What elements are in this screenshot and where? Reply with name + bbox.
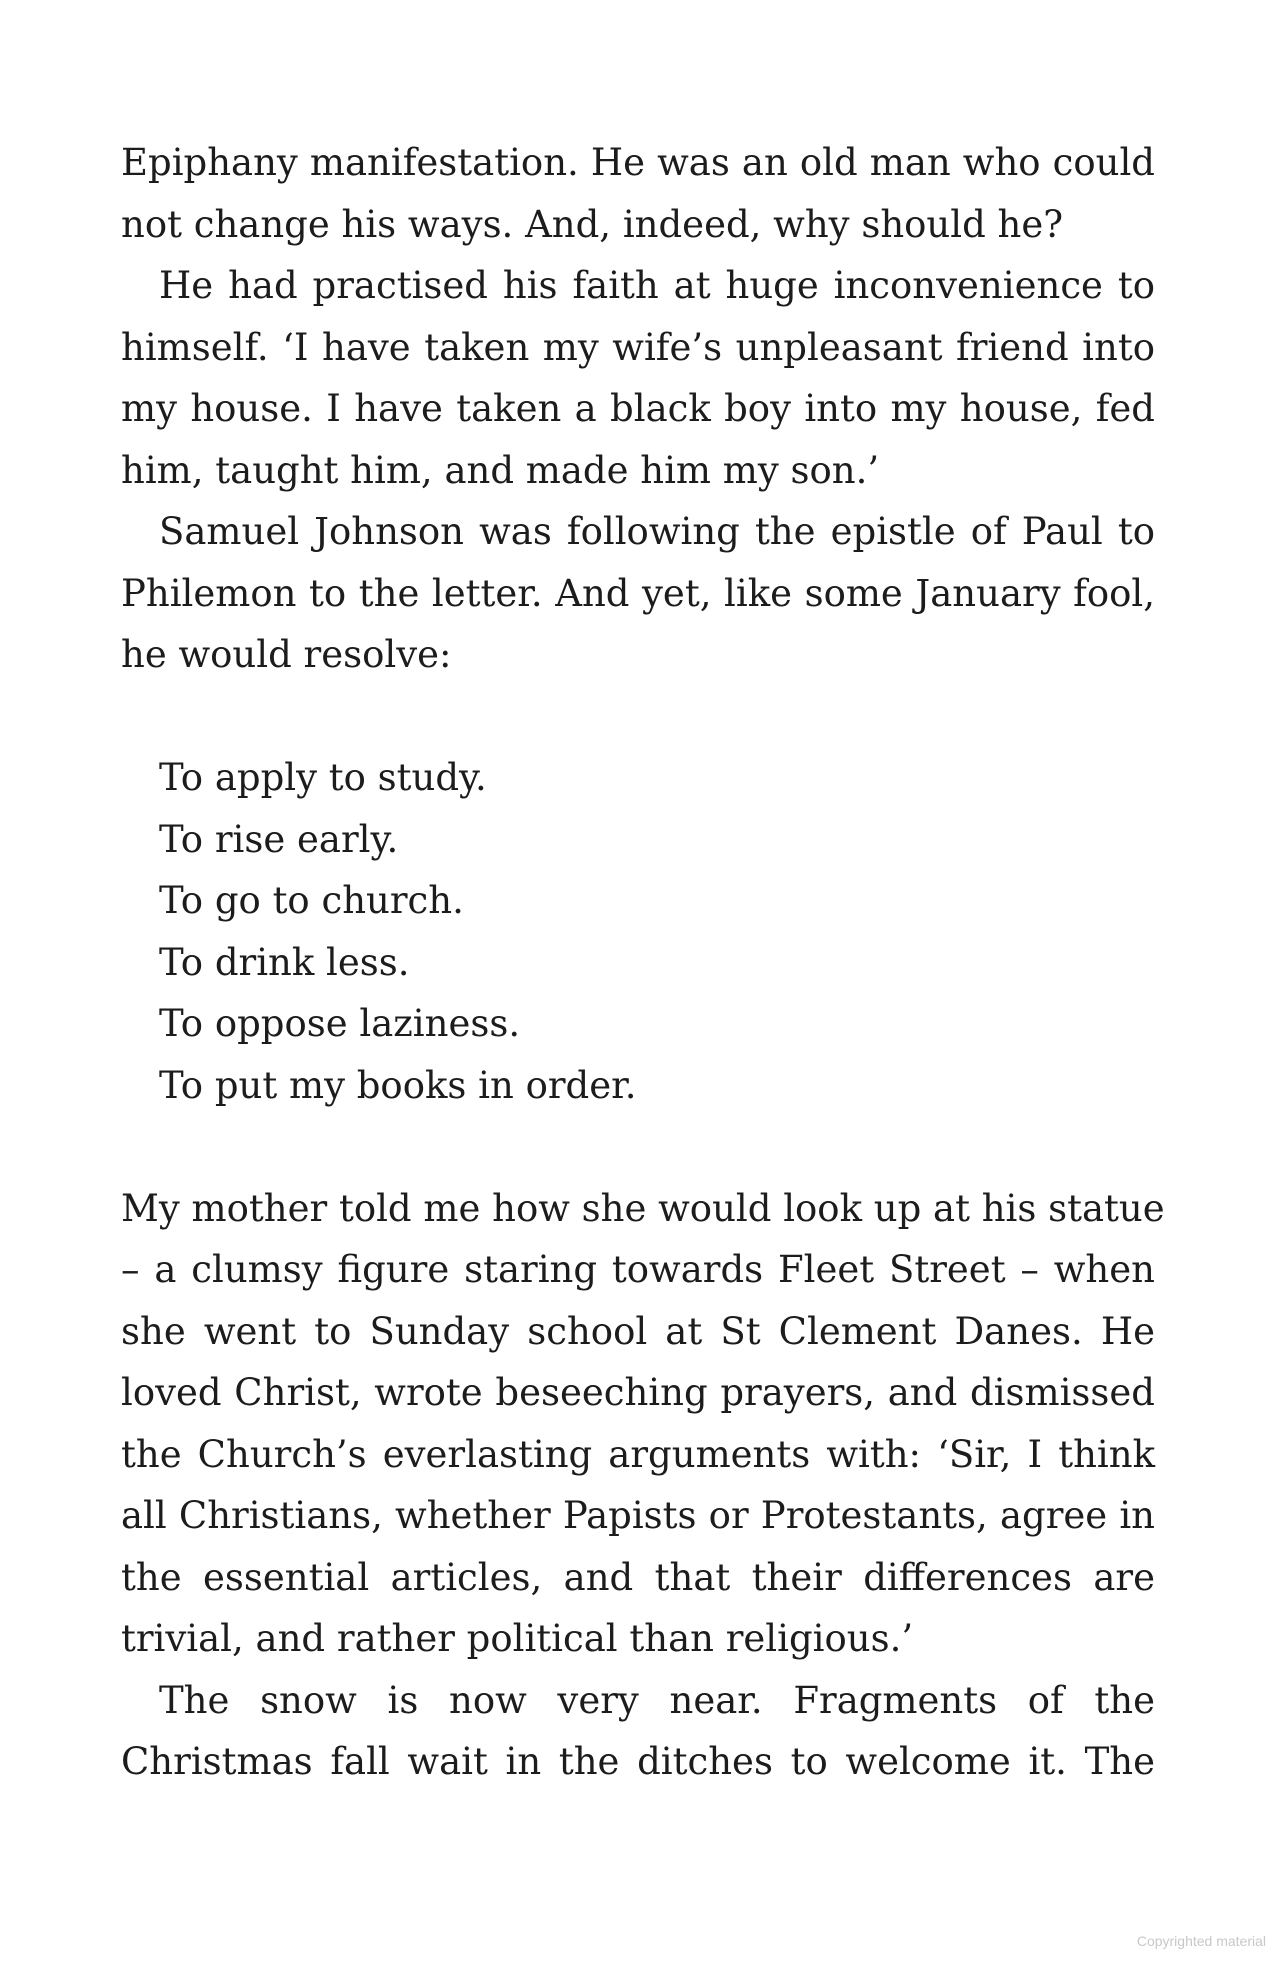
text-line: He had practised his faith at huge inconvenience to	[159, 264, 1155, 307]
text-line: himself. ‘I have taken my wife’s unpleasant friend into	[121, 325, 1155, 369]
text-line: Christmas fall wait in the ditches to welcome it. The	[121, 1740, 1155, 1783]
text-line: my house. I have taken a black boy into my house, fed	[121, 387, 1155, 430]
text-line: The snow is now very near. Fragments of the	[159, 1678, 1155, 1722]
text-line: loved Christ, wrote beseeching prayers, and dismissed	[121, 1371, 1155, 1414]
list-item: To go to church.	[159, 879, 464, 922]
list-item: To put my books in order.	[159, 1063, 637, 1107]
page-body	[121, 132, 1165, 1793]
section-gap	[121, 686, 1155, 748]
text-line: she went to Sunday school at St Clement Danes. He	[121, 1309, 1155, 1353]
paragraph-2	[121, 255, 1155, 501]
text-line: the essential articles, and that their differences are	[121, 1555, 1155, 1599]
list-item: To oppose laziness.	[159, 1002, 521, 1045]
resolutions-list	[121, 747, 1155, 1116]
text-line: – a clumsy figure staring towards Fleet Street – when	[121, 1248, 1155, 1291]
text-line: not change his ways. And, indeed, why should he?	[121, 202, 1064, 246]
list-item: To apply to study.	[159, 756, 487, 799]
text-line: My mother told me how she would look up at his statue	[121, 1186, 1165, 1230]
copyright-watermark: Copyrighted material	[1136, 1933, 1266, 1949]
text-line: Epiphany manifestation. He was an old man who could	[121, 141, 1155, 184]
text-line: all Christians, whether Papists or Protestants, agree in	[121, 1494, 1155, 1537]
text-line: the Church’s everlasting arguments with: ‘Sir, I think	[121, 1432, 1155, 1476]
paragraph-1	[121, 132, 1155, 255]
paragraph-3	[121, 501, 1155, 686]
list-item: To drink less.	[159, 940, 410, 984]
text-line: Philemon to the letter. And yet, like some January fool,	[121, 571, 1155, 615]
text-line: him, taught him, and made him my son.’	[121, 448, 880, 492]
list-item: To rise early.	[159, 817, 399, 861]
text-line: trivial, and rather political than religious.’	[121, 1617, 914, 1660]
paragraph-5	[121, 1670, 1155, 1793]
text-line: he would resolve:	[121, 633, 452, 676]
section-gap	[121, 1116, 1155, 1178]
text-line: Samuel Johnson was following the epistle of Paul to	[159, 510, 1155, 553]
paragraph-4	[121, 1178, 1165, 1670]
